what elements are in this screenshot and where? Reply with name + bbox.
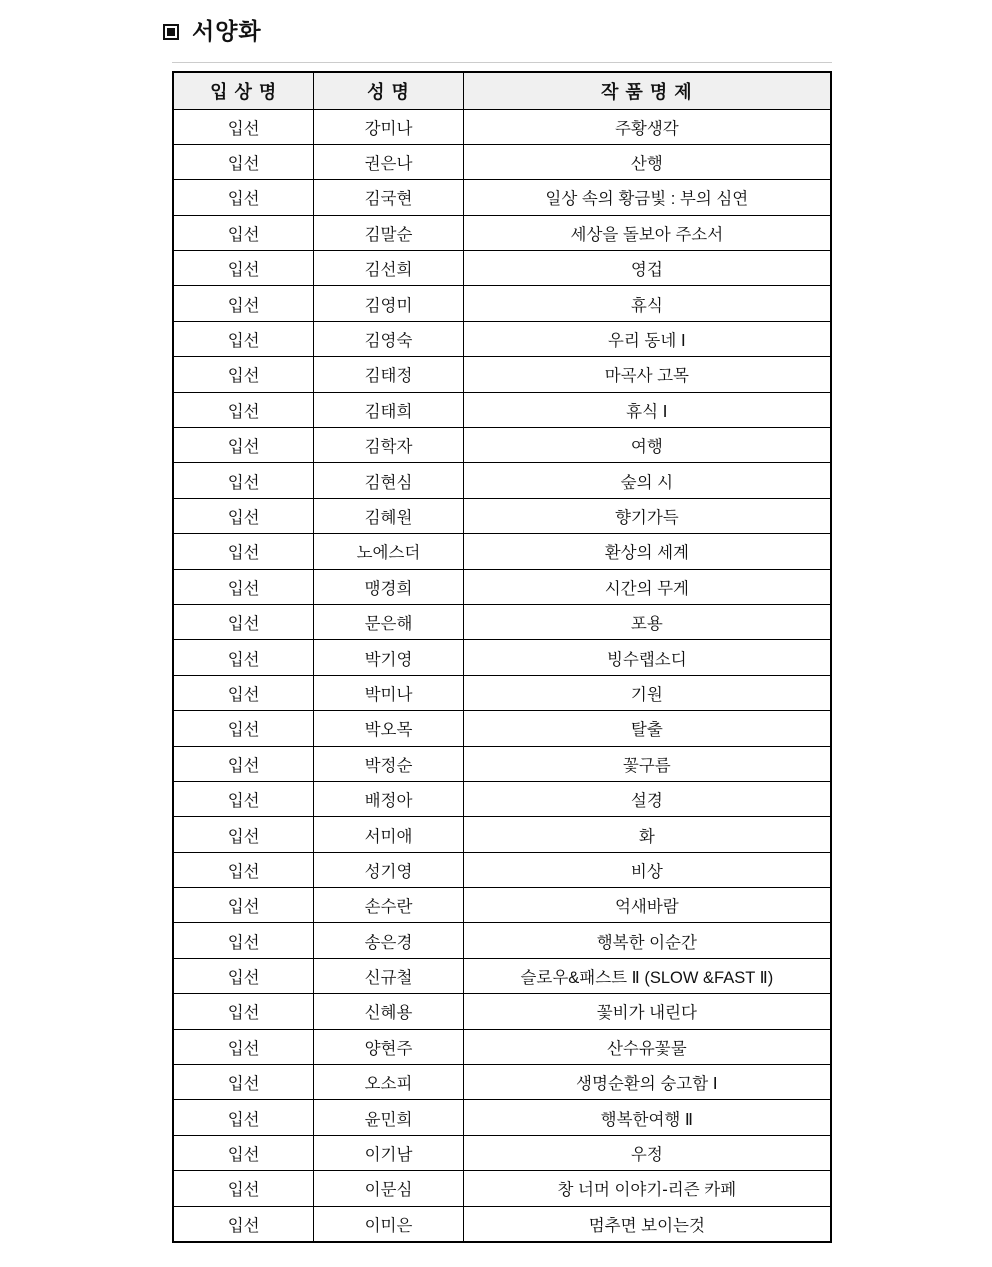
cell-name: 김영미	[314, 286, 463, 321]
table-row	[173, 251, 831, 286]
cell-name: 이기남	[314, 1135, 463, 1170]
table-row	[173, 817, 831, 852]
cell-name: 송은경	[314, 923, 463, 958]
table-top-rule	[172, 62, 832, 63]
cell-name: 성기영	[314, 852, 463, 887]
table-row	[173, 286, 831, 321]
cell-name: 서미애	[314, 817, 463, 852]
table-row	[173, 675, 831, 710]
table-row	[173, 321, 831, 356]
cell-work-title: 환상의 세계	[463, 534, 831, 569]
cell-award: 입선	[173, 1100, 314, 1135]
square-bullet-icon	[163, 24, 179, 40]
cell-work-title: 행복한여행 Ⅱ	[463, 1100, 831, 1135]
cell-name: 김국현	[314, 180, 463, 215]
cell-name: 손수란	[314, 888, 463, 923]
table-row	[173, 463, 831, 498]
table-row	[173, 994, 831, 1029]
cell-name: 강미나	[314, 109, 463, 144]
cell-award: 입선	[173, 498, 314, 533]
cell-work-title: 기원	[463, 675, 831, 710]
cell-work-title: 행복한 이순간	[463, 923, 831, 958]
cell-name: 김태정	[314, 357, 463, 392]
cell-award: 입선	[173, 817, 314, 852]
cell-award: 입선	[173, 888, 314, 923]
table-row	[173, 711, 831, 746]
cell-work-title: 꽃구름	[463, 746, 831, 781]
cell-award: 입선	[173, 1065, 314, 1100]
cell-award: 입선	[173, 711, 314, 746]
table-row	[173, 180, 831, 215]
cell-name: 신규철	[314, 958, 463, 993]
table-row	[173, 357, 831, 392]
cell-work-title: 산행	[463, 144, 831, 179]
cell-work-title: 우리 동네 Ⅰ	[463, 321, 831, 356]
cell-name: 이미은	[314, 1206, 463, 1241]
cell-award: 입선	[173, 251, 314, 286]
square-bullet-inner	[167, 28, 175, 36]
cell-work-title: 억새바람	[463, 888, 831, 923]
cell-award: 입선	[173, 1135, 314, 1170]
cell-award: 입선	[173, 923, 314, 958]
table-row	[173, 958, 831, 993]
table-row	[173, 498, 831, 533]
cell-work-title: 휴식	[463, 286, 831, 321]
cell-award: 입선	[173, 357, 314, 392]
cell-award: 입선	[173, 144, 314, 179]
table-row	[173, 746, 831, 781]
table-row	[173, 144, 831, 179]
cell-name: 배정아	[314, 781, 463, 816]
section-heading	[163, 20, 262, 43]
cell-award: 입선	[173, 1029, 314, 1064]
table-row	[173, 109, 831, 144]
table-row	[173, 215, 831, 250]
table-row	[173, 1100, 831, 1135]
cell-name: 김혜원	[314, 498, 463, 533]
cell-work-title: 설경	[463, 781, 831, 816]
column-header-name: 성 명	[314, 72, 463, 109]
cell-name: 노에스더	[314, 534, 463, 569]
cell-award: 입선	[173, 994, 314, 1029]
cell-name: 윤민희	[314, 1100, 463, 1135]
cell-award: 입선	[173, 569, 314, 604]
table-row	[173, 569, 831, 604]
table-row	[173, 640, 831, 675]
cell-work-title: 꽃비가 내린다	[463, 994, 831, 1029]
cell-work-title: 탈출	[463, 711, 831, 746]
cell-award: 입선	[173, 852, 314, 887]
cell-work-title: 세상을 돌보아 주소서	[463, 215, 831, 250]
cell-award: 입선	[173, 1171, 314, 1206]
cell-work-title: 주황생각	[463, 109, 831, 144]
cell-work-title: 슬로우&패스트 Ⅱ (SLOW &FAST Ⅱ)	[463, 958, 831, 993]
cell-name: 신혜용	[314, 994, 463, 1029]
awards-table	[172, 71, 832, 1243]
cell-work-title: 영겁	[463, 251, 831, 286]
table-row	[173, 534, 831, 569]
cell-award: 입선	[173, 675, 314, 710]
cell-award: 입선	[173, 463, 314, 498]
cell-work-title: 비상	[463, 852, 831, 887]
cell-work-title: 포용	[463, 604, 831, 639]
cell-name: 이문심	[314, 1171, 463, 1206]
cell-work-title: 우정	[463, 1135, 831, 1170]
cell-award: 입선	[173, 640, 314, 675]
cell-award: 입선	[173, 958, 314, 993]
cell-work-title: 숲의 시	[463, 463, 831, 498]
section-title: 서양화	[192, 19, 262, 44]
cell-name: 김태희	[314, 392, 463, 427]
cell-award: 입선	[173, 1206, 314, 1241]
cell-award: 입선	[173, 392, 314, 427]
table-row	[173, 428, 831, 463]
cell-name: 김선희	[314, 251, 463, 286]
cell-award: 입선	[173, 604, 314, 639]
cell-name: 김현심	[314, 463, 463, 498]
cell-work-title: 일상 속의 황금빛 : 부의 심연	[463, 180, 831, 215]
cell-work-title: 멈추면 보이는것	[463, 1206, 831, 1241]
cell-award: 입선	[173, 428, 314, 463]
table-row	[173, 888, 831, 923]
cell-name: 양현주	[314, 1029, 463, 1064]
cell-name: 김학자	[314, 428, 463, 463]
cell-name: 박오목	[314, 711, 463, 746]
cell-award: 입선	[173, 321, 314, 356]
table-row	[173, 1206, 831, 1241]
cell-award: 입선	[173, 109, 314, 144]
cell-work-title: 산수유꽃물	[463, 1029, 831, 1064]
table-header-row	[173, 72, 831, 109]
cell-work-title: 빙수랩소디	[463, 640, 831, 675]
table-row	[173, 1029, 831, 1064]
cell-name: 박기영	[314, 640, 463, 675]
table-row	[173, 781, 831, 816]
cell-name: 김영숙	[314, 321, 463, 356]
table-row	[173, 1065, 831, 1100]
cell-work-title: 시간의 무게	[463, 569, 831, 604]
table-row	[173, 852, 831, 887]
column-header-work-title: 작 품 명 제	[463, 72, 831, 109]
cell-award: 입선	[173, 180, 314, 215]
cell-award: 입선	[173, 746, 314, 781]
cell-award: 입선	[173, 781, 314, 816]
cell-work-title: 화	[463, 817, 831, 852]
cell-name: 맹경희	[314, 569, 463, 604]
column-header-award: 입 상 명	[173, 72, 314, 109]
cell-name: 문은해	[314, 604, 463, 639]
cell-award: 입선	[173, 215, 314, 250]
table-row	[173, 923, 831, 958]
cell-work-title: 휴식 Ⅰ	[463, 392, 831, 427]
cell-work-title: 향기가득	[463, 498, 831, 533]
cell-work-title: 여행	[463, 428, 831, 463]
cell-name: 김말순	[314, 215, 463, 250]
cell-name: 박미나	[314, 675, 463, 710]
cell-work-title: 마곡사 고목	[463, 357, 831, 392]
table-body	[173, 109, 831, 1242]
table-row	[173, 1171, 831, 1206]
cell-work-title: 창 너머 이야기-리즌 카페	[463, 1171, 831, 1206]
cell-name: 오소피	[314, 1065, 463, 1100]
cell-work-title: 생명순환의 숭고함 Ⅰ	[463, 1065, 831, 1100]
cell-award: 입선	[173, 286, 314, 321]
cell-name: 권은나	[314, 144, 463, 179]
table-row	[173, 604, 831, 639]
cell-award: 입선	[173, 534, 314, 569]
table-row	[173, 392, 831, 427]
table-row	[173, 1135, 831, 1170]
cell-name: 박정순	[314, 746, 463, 781]
